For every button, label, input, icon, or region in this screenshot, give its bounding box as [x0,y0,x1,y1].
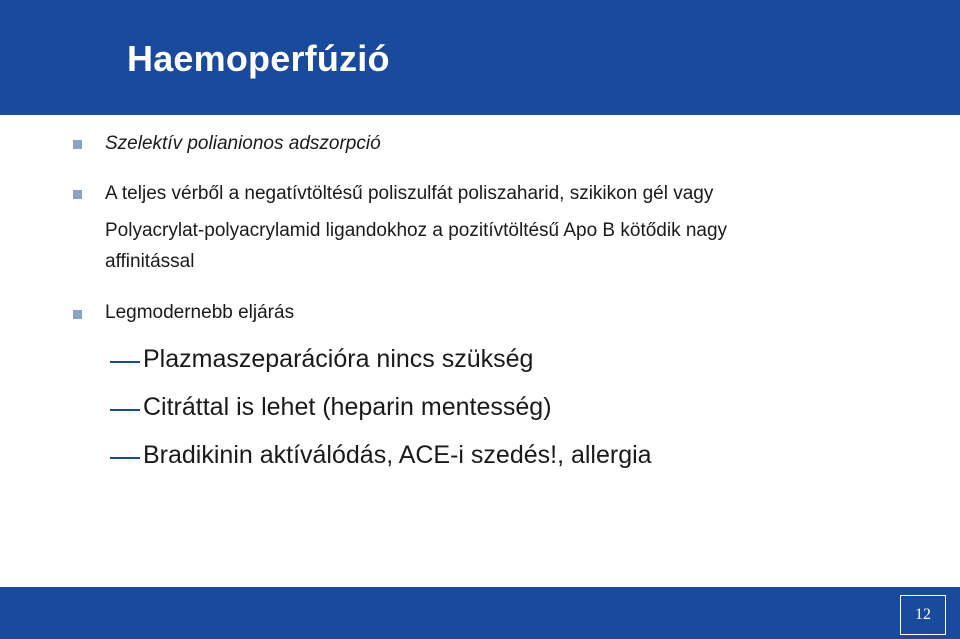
bullet-square-icon [73,190,82,199]
header-bar [0,0,960,115]
subbullet-text: Citráttal is lehet (heparin mentesség) [143,393,552,421]
dash-icon [110,361,140,363]
bullet-text: Legmodernebb eljárás [105,302,295,323]
bullet-square-icon [73,310,82,319]
subbullet-text: Plazmaszeparációra nincs szükség [143,345,534,373]
page-number: 12 [915,606,931,623]
bullet-text: Szelektív polianionos adszorpció [105,133,381,154]
page-number-box [900,595,946,635]
footer-bar [0,587,960,639]
bullet-text-line: affinitással [105,251,195,272]
dash-icon [110,409,140,411]
slide-title: Haemoperfúzió [127,38,390,79]
bullet-text-line: A teljes vérből a negatívtöltésű poliszulfát poliszaharid, szikikon gél vagy [105,183,714,204]
dash-icon [110,457,140,459]
bullet-square-icon [73,140,82,149]
bullet-text-line: Polyacrylat-polyacrylamid ligandokhoz a pozitívtöltésű Apo B kötődik nagy [105,220,728,241]
subbullet-text: Bradikinin aktíválódás, ACE-i szedés!, allergia [143,441,652,469]
